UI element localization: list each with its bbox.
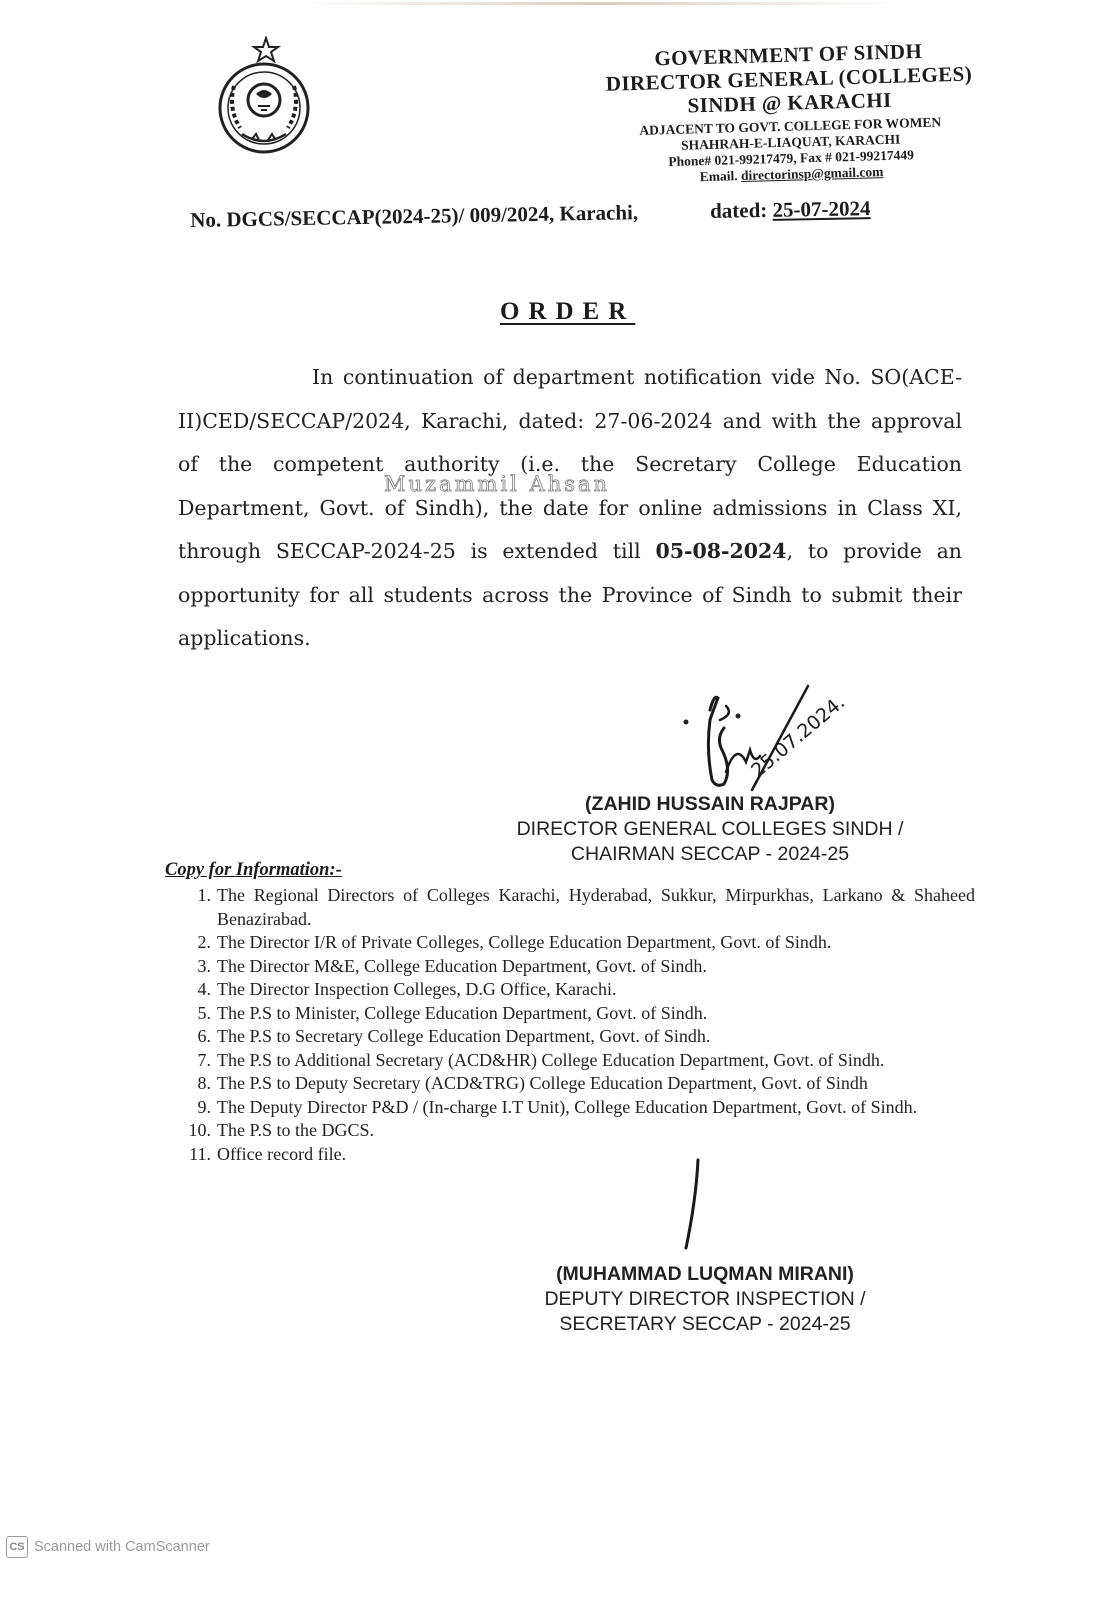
copy-item-number: 10. (188, 1120, 211, 1140)
signature-director-general (680, 680, 870, 810)
sindh-government-seal-icon (212, 36, 320, 156)
top-edge-rule (300, 2, 900, 5)
letterhead-address-2: SHAHRAH-E-LIAQUAT, KARACHI (680, 131, 901, 153)
camscanner-logo-icon: CS (6, 1536, 28, 1558)
copy-item-text: The Deputy Director P&D / (In-charge I.T Unit), College Education Department, Govt. of Sindh. (217, 1096, 918, 1117)
copy-item-number: 1. (197, 885, 211, 905)
signatory-2-title-1: DEPUTY DIRECTOR INSPECTION / (544, 1288, 866, 1310)
copy-list-item (185, 955, 975, 979)
extended-date: 05-08-2024 (655, 539, 787, 563)
copy-item-number: 3. (197, 955, 211, 976)
copy-heading: Copy for Information:- (165, 860, 342, 880)
letterhead-address-1: ADJACENT TO GOVT. COLLEGE FOR WOMEN (639, 114, 942, 138)
copy-item-text: Office record file. (217, 1143, 347, 1164)
copy-item-number: 5. (197, 1002, 211, 1023)
copy-item-number: 7. (197, 1049, 211, 1070)
date-value: 25-07-2024 (772, 196, 871, 222)
copy-item-text: The P.S to Additional Secretary (ACD&HR) College Education Department, Govt. of Sindh. (217, 1049, 885, 1070)
email-link[interactable]: directorinsp@gmail.com (740, 164, 884, 184)
copy-item-text: The Director Inspection Colleges, D.G Office, Karachi. (217, 979, 617, 999)
copy-item-number: 8. (197, 1073, 211, 1093)
copy-list-item (185, 1072, 975, 1096)
signatory-2-title-2: SECRETARY SECCAP - 2024-25 (559, 1313, 851, 1335)
order-body-part2: , to provide an opportunity for all students across the Province of Sindh to submit their applications. (178, 539, 962, 650)
letterhead-government: GOVERNMENT OF SINDH (654, 38, 923, 71)
order-body (178, 356, 962, 661)
signatory-1-block (500, 792, 920, 867)
copy-item-text: The Director I/R of Private Colleges, College Education Department, Govt. of Sindh. (217, 932, 832, 952)
copy-item-text: The Regional Directors of Colleges Karachi, Hyderabad, Sukkur, Mirpurkhas, Larkano & Shaheed Benazirabad. (217, 885, 975, 929)
signature-date: 25.07.2024. (747, 691, 850, 782)
signature-deputy-director (672, 1156, 712, 1252)
letterhead-office: DIRECTOR GENERAL (COLLEGES) (605, 61, 973, 96)
copy-list-item (185, 931, 975, 955)
copy-item-text: The Director M&E, College Education Department, Govt. of Sindh. (217, 955, 707, 976)
copy-list-item (185, 1143, 975, 1167)
date-label: dated: (709, 197, 768, 223)
copy-item-number: 9. (197, 1096, 211, 1117)
copy-list-item (185, 1096, 975, 1120)
copy-list-item (185, 1119, 975, 1143)
copy-list-item (185, 1025, 975, 1049)
copy-item-text: The P.S to Minister, College Education Department, Govt. of Sindh. (217, 1002, 708, 1023)
signatory-1-title-2: CHAIRMAN SECCAP - 2024-25 (570, 843, 850, 865)
watermark: Muzammil Ahsan (384, 472, 611, 496)
copy-list-item (185, 978, 975, 1002)
copy-list (185, 884, 975, 1166)
signatory-1-name: (ZAHID HUSSAIN RAJPAR) (585, 793, 835, 815)
scanner-footer-text: Scanned with CamScanner (34, 1539, 210, 1555)
reference-line (190, 196, 890, 232)
reference-number: No. DGCS/SECCAP(2024-25)/ 009/2024, Karachi, (190, 200, 639, 232)
copy-list-item (185, 1002, 975, 1026)
signatory-2-name: (MUHAMMAD LUQMAN MIRANI) (556, 1263, 854, 1285)
email-label: Email. (699, 168, 738, 185)
order-body-part1: In continuation of department notification vide No. SO(ACE-II)CED/SECCAP/2024, Karachi, dated: 27-06-2024 and with the approval of the competent authority (i.e. the Secretary College Education Department, Govt. of Sindh), the date for online admissions in Class XI, through SECCAP-2024-25 is extended till (178, 365, 962, 563)
signatory-1-title-1: DIRECTOR GENERAL COLLEGES SINDH / (516, 818, 904, 840)
letterhead-phone: Phone# 021-99217479, Fax # 021-99217449 (668, 147, 915, 170)
letterhead-city: SINDH @ KARACHI (687, 87, 892, 118)
copy-item-text: The P.S to Secretary College Education Department, Govt. of Sindh. (217, 1026, 711, 1046)
copy-item-text: The P.S to Deputy Secretary (ACD&TRG) College Education Department, Govt. of Sindh (217, 1073, 868, 1093)
copy-item-number: 11. (189, 1143, 211, 1164)
copy-item-number: 6. (197, 1026, 211, 1046)
scanner-footer (6, 1536, 210, 1558)
copy-list-item (185, 884, 975, 931)
order-heading: ORDER (500, 298, 636, 325)
copy-item-text: The P.S to the DGCS. (217, 1120, 375, 1140)
letterhead (598, 37, 982, 188)
signatory-2-block (500, 1262, 910, 1337)
copy-list-item (185, 1049, 975, 1073)
reference-date (710, 196, 871, 224)
copy-item-number: 4. (197, 979, 211, 999)
copy-item-number: 2. (197, 932, 211, 952)
